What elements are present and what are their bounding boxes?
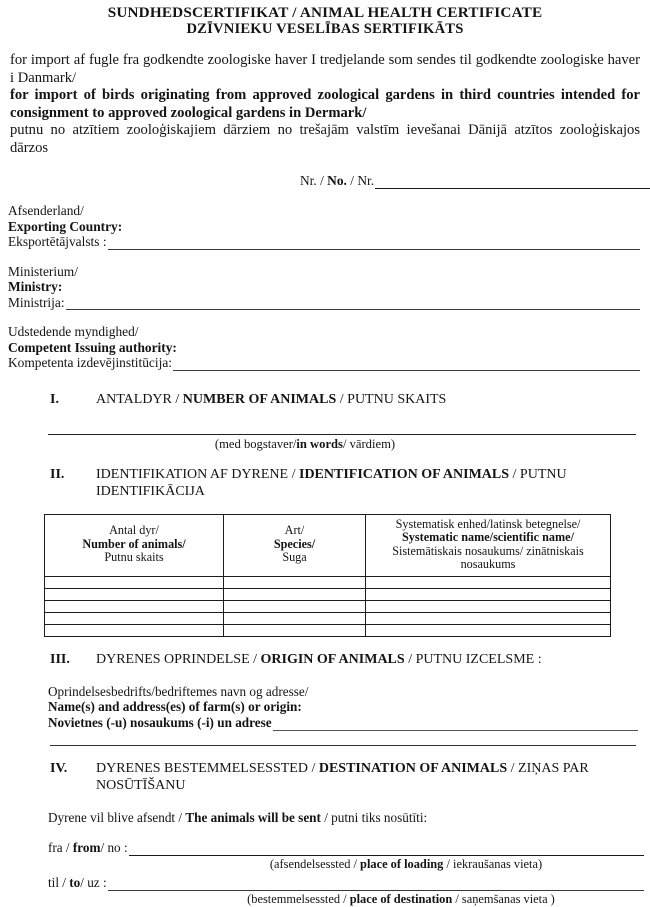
section-ii-heading-en: IDENTIFICATION OF ANIMALS <box>299 466 510 482</box>
column-header-number-da: Antal dyr/ <box>109 523 159 538</box>
origin-label-lv: Novietnes (-u) nosaukums (-i) un adrese <box>48 715 272 731</box>
will-be-sent-pre: Dyrene vil blive afsendt / <box>48 809 186 825</box>
section-iv-heading <box>96 760 650 794</box>
to-input[interactable] <box>108 879 644 891</box>
from-label-en: from <box>72 839 101 855</box>
section-iv-number: IV. <box>50 760 68 776</box>
from-caption-pre: (afsendelsessted / <box>269 856 361 871</box>
document-title <box>0 0 650 38</box>
ministry-label-da: Ministerium/ <box>8 263 78 279</box>
table-row <box>45 600 611 612</box>
cell-number-of-animals[interactable] <box>45 600 224 612</box>
certificate-number-label-da: Nr. / <box>300 173 324 188</box>
from-input[interactable] <box>129 844 644 856</box>
certificate-number-label-lv: / Nr. <box>350 173 375 188</box>
section-i-heading-en: NUMBER OF ANIMALS <box>182 391 337 407</box>
to-label-en: to <box>69 874 81 890</box>
to-row <box>48 875 644 891</box>
column-header-species-lv: Suga <box>282 550 307 565</box>
from-label <box>48 840 128 856</box>
section-ii <box>0 466 650 500</box>
exporting-country-input[interactable] <box>108 238 640 250</box>
origin-input-line-1[interactable] <box>273 719 638 731</box>
section-i-heading-da: ANTALDYR / <box>96 391 183 407</box>
will-be-sent-post: / putni tiks nosūtīti: <box>320 809 428 825</box>
cell-species[interactable] <box>224 624 366 636</box>
from-label-da: fra / <box>48 839 73 855</box>
to-caption <box>48 892 644 907</box>
from-to-block <box>48 840 650 907</box>
table-row <box>45 624 611 636</box>
certificate-number-input[interactable] <box>375 177 650 189</box>
cell-systematic-name[interactable] <box>366 600 611 612</box>
column-header-number-lv: Putnu skaits <box>104 550 164 565</box>
origin-label-en: Name(s) and address(es) of farm(s) or origin: <box>48 699 302 715</box>
section-iii-heading-en: ORIGIN OF ANIMALS <box>260 651 405 667</box>
column-header-species-da: Art/ <box>284 523 305 538</box>
cell-species[interactable] <box>224 576 366 588</box>
ministry-input[interactable] <box>66 298 640 310</box>
section-iv-heading-da: DYRENES BESTEMMELSESSTED / <box>96 760 319 776</box>
to-caption-post: / saņemšanas vieta ) <box>452 891 555 906</box>
table-row <box>45 576 611 588</box>
cell-number-of-animals[interactable] <box>45 588 224 600</box>
title-line-danish-english: SUNDHEDSCERTIFIKAT / ANIMAL HEALTH CERTIFICATE <box>107 4 543 21</box>
issuing-authority-input[interactable] <box>173 359 640 371</box>
from-caption <box>48 857 644 872</box>
section-ii-heading-da: IDENTIFIKATION AF DYRENE / <box>96 466 299 482</box>
cell-number-of-animals[interactable] <box>45 624 224 636</box>
intro-paragraph <box>10 52 640 157</box>
section-i <box>0 391 650 408</box>
section-iii-heading-da: DYRENES OPRINDELSE / <box>96 651 261 667</box>
section-ii-heading-lv: / PUTNU IDENTIFIKĀCIJA <box>96 466 567 499</box>
to-label-lv: / uz : <box>80 874 107 890</box>
column-header-species <box>224 514 366 576</box>
issuing-authority-label-en: Competent Issuing authority: <box>8 339 177 355</box>
to-label-da: til / <box>48 874 70 890</box>
column-header-number-of-animals <box>45 514 224 576</box>
section-i-heading <box>96 391 650 408</box>
to-label <box>48 875 107 891</box>
certificate-number-row <box>0 173 650 189</box>
origin-field <box>48 684 650 731</box>
table-row <box>45 588 611 600</box>
table-body <box>45 576 611 636</box>
exporting-country-field <box>8 203 650 250</box>
from-row <box>48 840 644 856</box>
ministry-label-lv: Ministrija: <box>8 294 65 310</box>
to-caption-pre: (bestemmelsessted / <box>247 891 350 906</box>
identification-table <box>44 514 611 637</box>
section-i-caption-pre: (med bogstaver/ <box>214 436 297 451</box>
section-iii <box>0 651 650 668</box>
section-iv <box>0 760 650 794</box>
will-be-sent-bold: The animals will be sent <box>185 809 321 825</box>
section-i-caption-post: / vārdiem) <box>342 436 396 451</box>
from-label-lv: / no : <box>100 839 128 855</box>
section-iii-number: III. <box>50 651 70 667</box>
section-i-heading-lv: / PUTNU SKAITS <box>336 391 447 407</box>
origin-input-line-2[interactable] <box>50 745 636 746</box>
issuing-authority-field <box>8 324 650 371</box>
intro-english: for import of birds originating from approved zoological gardens in third countries intended for consignment to approved zoological gardens in Dermark/ <box>10 87 640 121</box>
title-line-latvian: DZĪVNIEKU VESELĪBAS SERTIFIKĀTS <box>186 21 464 37</box>
origin-label-da: Oprindelsesbedrifts/bedriftemes navn og adresse/ <box>48 683 309 699</box>
column-header-systematic-en: Systematic name/scientific name/ <box>402 530 574 545</box>
section-ii-heading <box>96 466 650 500</box>
exporting-country-label-en: Exporting Country: <box>8 218 123 234</box>
exporting-country-label-da: Afsenderland/ <box>8 203 84 218</box>
cell-number-of-animals[interactable] <box>45 576 224 588</box>
section-iv-heading-en: DESTINATION OF ANIMALS <box>318 760 508 776</box>
section-i-number-input[interactable] <box>48 434 636 435</box>
section-i-caption <box>0 437 650 452</box>
will-be-sent-line <box>48 810 650 826</box>
certificate-number-label-en: No. <box>327 173 347 188</box>
column-header-systematic-lv: Sistemātiskais nosaukums/ zinātniskais nosaukums <box>392 543 584 572</box>
ministry-field <box>8 264 650 311</box>
cell-species[interactable] <box>224 600 366 612</box>
column-header-species-en: Species/ <box>273 536 316 551</box>
section-iii-heading-lv: / PUTNU IZCELSME : <box>404 651 542 667</box>
column-header-systematic-da: Systematisk enhed/latinsk betegnelse/ <box>395 516 581 531</box>
cell-species[interactable] <box>224 588 366 600</box>
intro-latvian: putnu no atzītiem zooloģiskajiem dārziem no trešajām valstīm ievešanai Dānijā atzītos zooloģiskajos dārzos <box>10 122 640 156</box>
column-header-systematic-name <box>366 514 611 576</box>
issuing-authority-label-lv: Kompetenta izdevējinstitūcija: <box>8 355 172 370</box>
section-iv-heading-lv: / ZIŅAS PAR NOSŪTĪŠANU <box>96 760 589 793</box>
to-caption-bold: place of destination <box>349 891 453 906</box>
issuing-authority-label-da: Udstedende myndighed/ <box>8 324 139 339</box>
from-caption-bold: place of loading <box>360 856 444 871</box>
section-i-number: I. <box>50 391 59 407</box>
from-caption-post: / iekraušanas vieta) <box>443 856 543 871</box>
intro-danish: for import af fugle fra godkendte zoologiske haver I tredjelande som sendes til godkendte zoologiske haver i Danmark/ <box>10 52 640 86</box>
section-iii-heading <box>96 651 650 668</box>
cell-systematic-name[interactable] <box>366 612 611 624</box>
cell-systematic-name[interactable] <box>366 576 611 588</box>
section-i-caption-bold: in words <box>296 436 343 451</box>
section-ii-number: II. <box>50 466 65 482</box>
cell-systematic-name[interactable] <box>366 624 611 636</box>
ministry-label-en: Ministry: <box>8 279 63 294</box>
cell-species[interactable] <box>224 612 366 624</box>
table-header-row <box>45 514 611 576</box>
cell-number-of-animals[interactable] <box>45 612 224 624</box>
column-header-number-en: Number of animals/ <box>82 536 186 551</box>
exporting-country-label-lv: Eksportētājvalsts : <box>8 234 107 249</box>
table-row <box>45 612 611 624</box>
cell-systematic-name[interactable] <box>366 588 611 600</box>
